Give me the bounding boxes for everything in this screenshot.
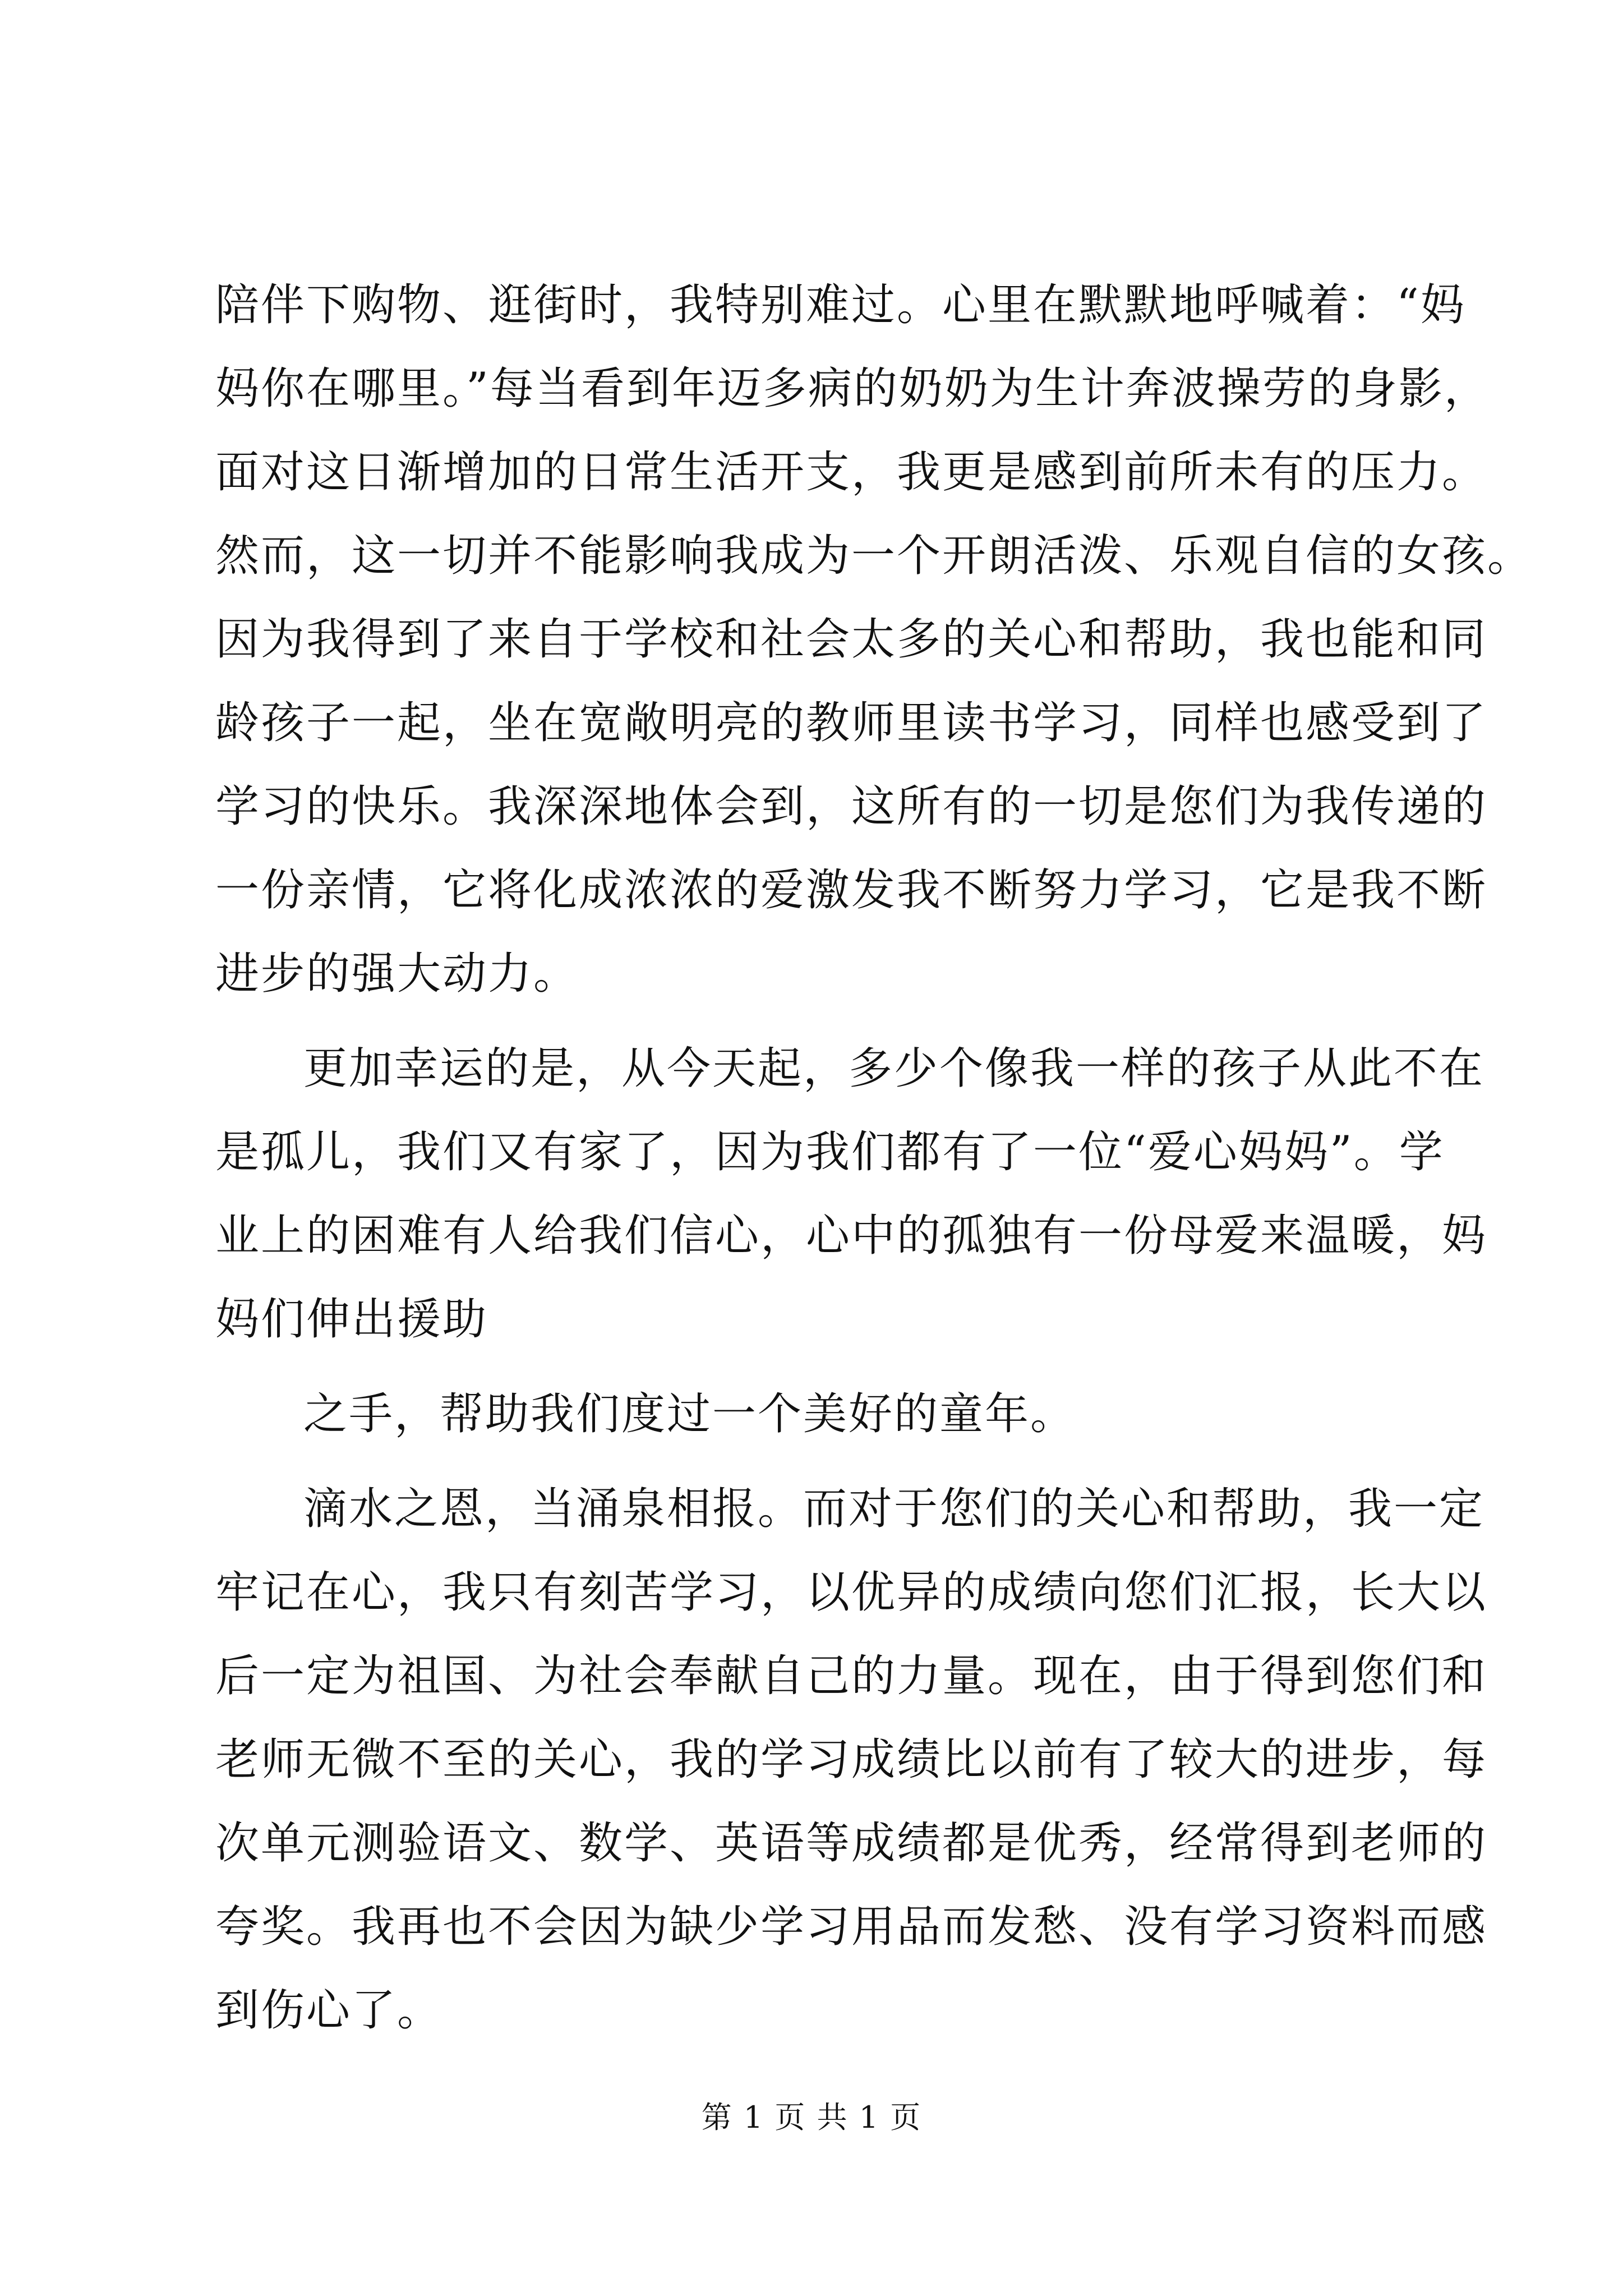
document-body [215,264,1533,2053]
text-line: 更加幸运的是，从今天起，多少个像我一样的孩子从此不在 [303,1043,1485,1094]
text-line: 次单元测验语文、数学、英语等成绩都是优秀，经常得到老师的 [215,1818,1488,1869]
text-line: 之手，帮助我们度过一个美好的童年。 [303,1389,1076,1439]
text-line: 后一定为祖国、为社会奉献自己的力量。现在，由于得到您们和 [215,1651,1488,1701]
text-line: 业上的困难有人给我们信心，心中的孤独有一份母爱来温暖，妈 [215,1211,1488,1261]
text-line: 一份亲情，它将化成浓浓的爱激发我不断努力学习，它是我不断 [215,865,1488,915]
text-line: 滴水之恩，当涌泉相报。而对于您们的关心和帮助，我一定 [303,1484,1485,1534]
text-line: 面对这日渐增加的日常生活开支，我更是感到前所未有的压力。 [215,447,1488,498]
text-line: 老师无微不至的关心，我的学习成绩比以前有了较大的进步，每 [215,1734,1488,1785]
page-number: 第 1 页 共 1 页 [701,2100,922,2135]
text-line: 然而，这一切并不能影响我成为一个开朗活泼、乐观自信的女孩。 [215,531,1533,581]
text-line: 学习的快乐。我深深地体会到，这所有的一切是您们为我传递的 [215,781,1488,832]
text-line: 陪伴下购物、逛街时，我特别难过。心里在默默地呼喊着：“妈 [215,280,1466,330]
text-line: 是孤儿，我们又有家了，因为我们都有了一位“爱心妈妈”。学 [215,1127,1445,1177]
text-line: 妈们伸出援助 [215,1294,488,1345]
text-line: 夸奖。我再也不会因为缺少学习用品而发愁、没有学习资料而感 [215,1902,1488,1952]
text-line: 妈你在哪里。”每当看到年迈多病的奶奶为生计奔波操劳的身影， [215,364,1490,414]
text-line: 龄孩子一起，坐在宽敞明亮的教师里读书学习，同样也感受到了 [215,698,1488,748]
text-line: 牢记在心，我只有刻苦学习，以优异的成绩向您们汇报，长大以 [215,1567,1488,1618]
text-line: 进步的强大动力。 [215,949,579,999]
text-line: 到伤心了。 [215,1985,443,2036]
text-line: 因为我得到了来自于学校和社会太多的关心和帮助，我也能和同 [215,614,1488,665]
